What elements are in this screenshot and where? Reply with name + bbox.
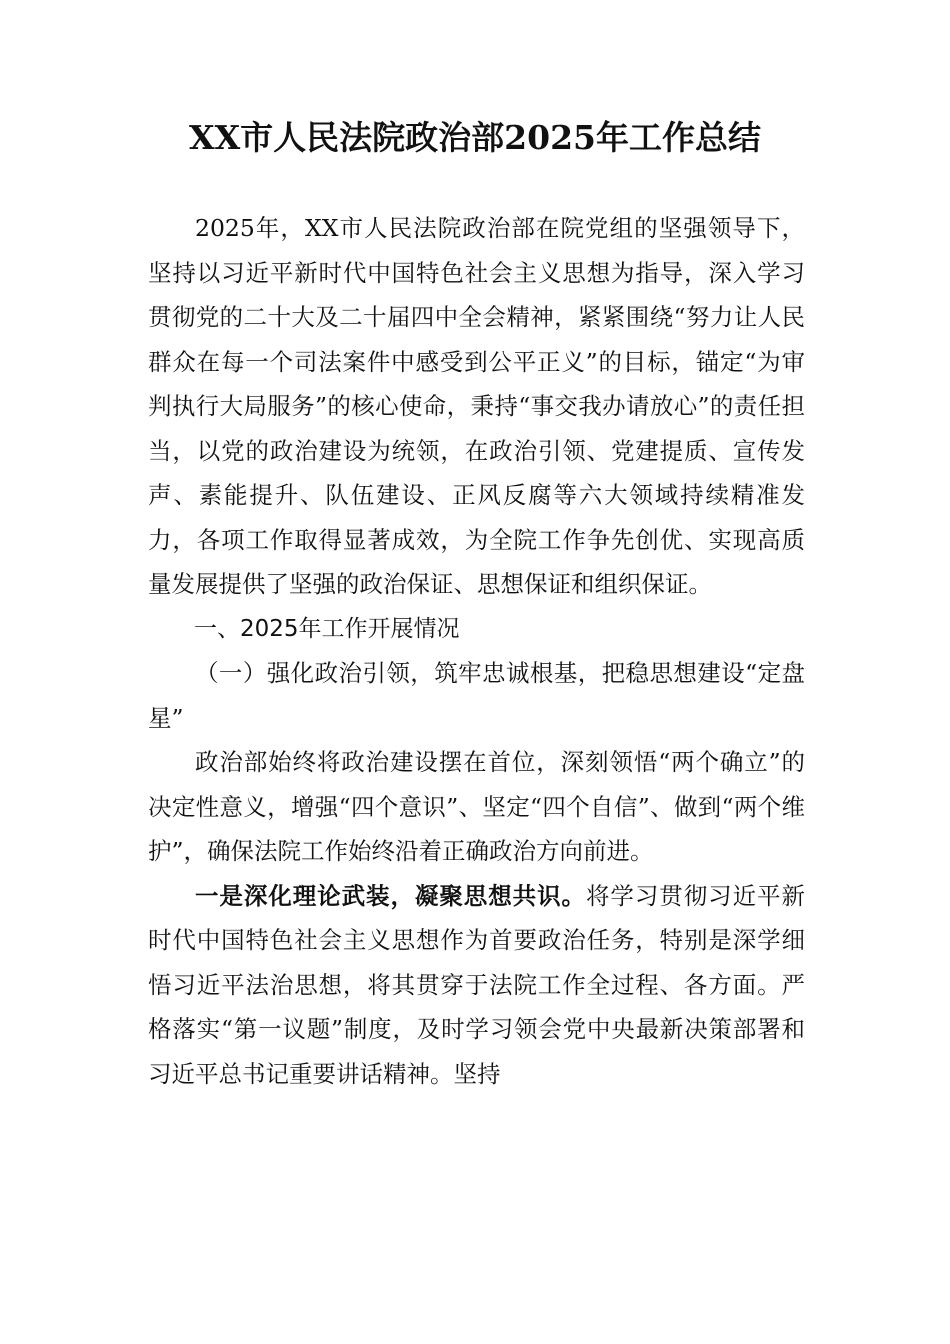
document-body — [148, 206, 805, 1096]
subsection-heading-1-1: （一）强化政治引领，筑牢忠诚根基，把稳思想建设“定盘星” — [148, 659, 805, 732]
point-1-paragraph — [148, 874, 805, 1097]
political-paragraph: 政治部始终将政治建设摆在首位，深刻领悟“两个确立”的决定性意义，增强“四个意识”、坚定“四个自信”、做到“两个维护”，确保法院工作始终沿着正确政治方向前进。 — [148, 748, 805, 865]
intro-paragraph: 2025年，XX市人民法院政治部在院党组的坚强领导下，坚持以习近平新时代中国特色社会主义思想为指导，深入学习贯彻党的二十大及二十届四中全会精神，紧紧围绕“努力让人民群众在每一个司法案件中感受到公平正义”的目标，锚定“为审判执行大局服务”的核心使命，秉持“事交我办请放心”的责任担当，以党的政治建设为统领，在政治引领、党建提质、宣传发声、素能提升、队伍建设、正风反腐等六大领域持续精准发力，各项工作取得显著成效，为全院工作争先创优、实现高质量发展提供了坚强的政治保证、思想保证和组织保证。 — [148, 214, 805, 598]
section-heading-1: 一、2025年工作开展情况 — [194, 615, 460, 642]
point-1-text: 将学习贯彻习近平新时代中国特色社会主义思想作为首要政治任务，特别是深学细悟习近平法治思想，将其贯穿于法院工作全过程、各方面。严格落实“第一议题”制度，及时学习领会党中央最新决策部署和习近平总书记重要讲话精神。坚持 — [148, 881, 805, 1088]
document-title: XX市人民法院政治部2025年工作总结 — [188, 118, 762, 157]
point-1-lead: 一是深化理论武装，凝聚思想共识。 — [195, 881, 586, 910]
